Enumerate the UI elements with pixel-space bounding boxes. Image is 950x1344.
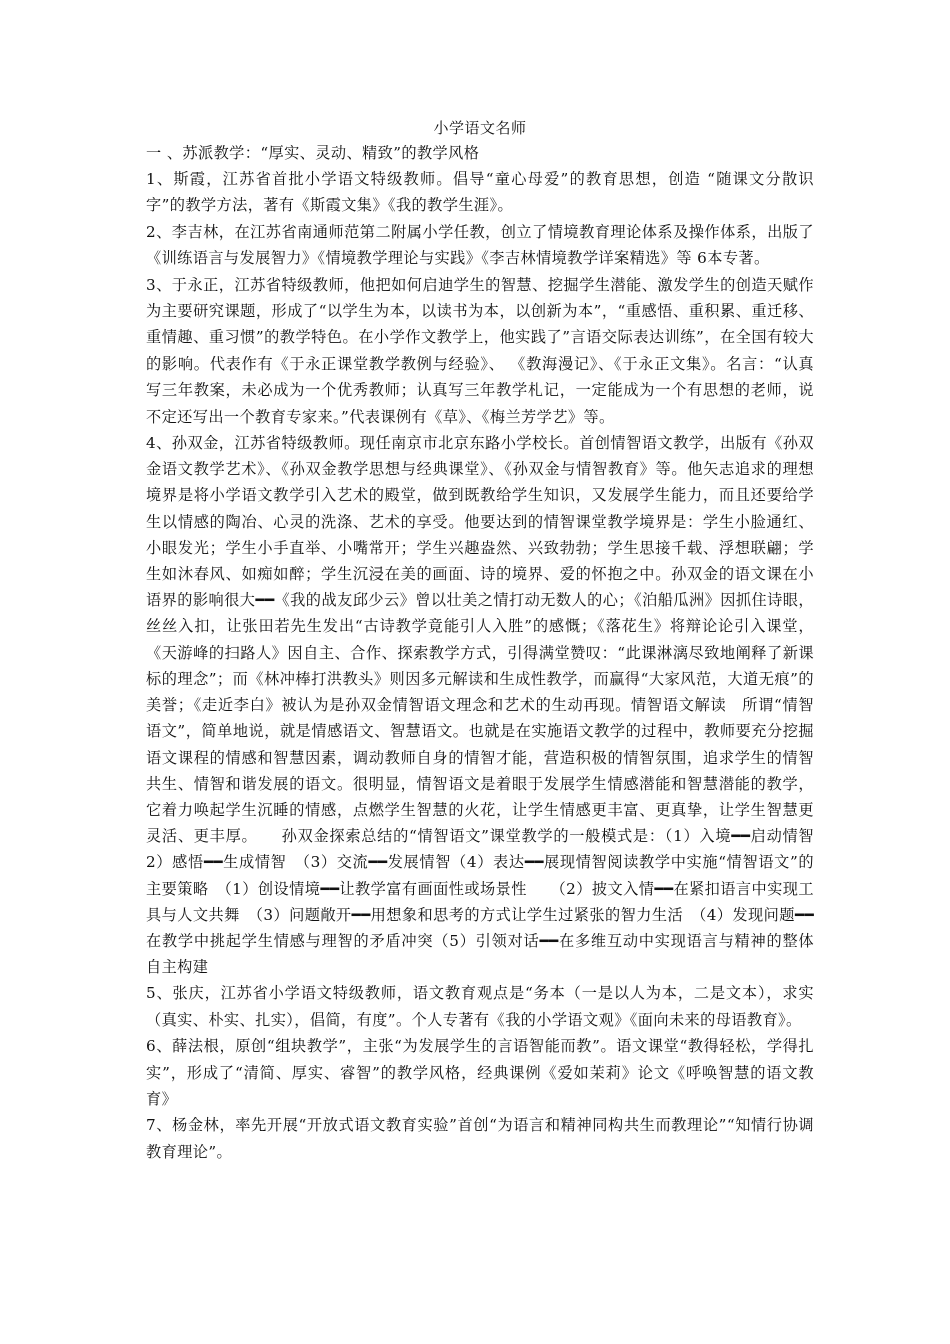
document-title: 小学语文名师: [433, 119, 527, 137]
paragraph-yang-jinlin: 7、杨金林，率先开展“开放式语文教育实验”首创“为语言和精神同构共生而教理论”“知情行协调教育理论”。: [146, 1116, 814, 1161]
section-heading: 一 、苏派教学：“厚实、灵动、精致”的教学风格: [146, 144, 480, 162]
paragraph-li-jilin: 2、李吉林，在江苏省南通师范第二附属小学任教，创立了情境教育理论体系及操作体系，出版了《训练语言与发展智力》《情境教学理论与实践》《李吉林情境教学详案精选》等 6本专著。: [146, 222, 814, 268]
paragraph-yu-yongzheng: 3、于永正，江苏省特级教师，他把如何启迪学生的智慧、挖掘学生潜能、激发学生的创造天赋作为主要研究课题，形成了“以学生为本，以读书为本，以创新为本”，“重感悟、重积累、重迁移、重情趣、重习惯”的教学特色。在小学作文教学上，他实践了”言语交际表达训练”，在全国有较大的影响。代表作有《于永正课堂教学教例与经验》、 《教海漫记》、《于永正文集》。名言：“认真写三年教案，未必成为一个优秀教师；认真写三年教学札记，一定能成为一个有思想的老师，说不定还写出一个教育专家来。”代表课例有《草》、《梅兰芳学艺》等。: [146, 275, 814, 426]
paragraph-si-xia: 1、斯霞，江苏省首批小学语文特级教师。倡导“童心母爱”的教育思想，创造 “随课文分散识字”的教学方法，著有《斯霞文集》《我的教学生涯》。: [146, 170, 814, 215]
document-page: [146, 115, 830, 1165]
paragraph-sun-shuangjin: 4、孙双金，江苏省特级教师。现任南京市北京东路小学校长。首创情智语文教学，出版有《孙双金语文教学艺术》、《孙双金教学思想与经典课堂》、《孙双金与情智教育》等。他矢志追求的理想境界是将小学语文教学引入艺术的殿堂，做到既教给学生知识，又发展学生能力，而且还要给学生以情感的陶冶、心灵的洗涤、艺术的享受。他要达到的情智课堂教学境界是：学生小脸通红、小眼发光；学生小手直举、小嘴常开；学生兴趣盎然、兴致勃勃；学生思接千载、浮想联翩；学生如沐春风、如痴如醉；学生沉浸在美的画面、诗的境界、爱的怀抱之中。孙双金的语文课在小语界的影响很大━━《我的战友邱少云》曾以壮美之情打动无数人的心；《泊船瓜洲》因抓住诗眼，丝丝入扣，让张田若先生发出“古诗教学竟能引人入胜”的感慨；《落花生》将辩论论引入课堂，《天游峰的扫路人》因自主、合作、探索教学方式，引得满堂赞叹：“此课淋漓尽致地阐释了新课标的理念”；而《林冲棒打洪教头》则因多元解读和生成性教学，而赢得“大家风范，大道无痕”的美誉；《走近李白》被认为是孙双金情智语文理念和艺术的生动再现。情智语文解读 所谓“情智语文”，简单地说，就是情感语文、智慧语文。也就是在实施语文教学的过程中，教师要充分挖掘语文课程的情感和智慧因素，调动教师自身的情智才能，营造积极的情智氛围，追求学生的情智共生、情智和谐发展的语文。很明显，情智语文是着眼于发展学生情感潜能和智慧潜能的教学，它着力唤起学生沉睡的情感，点燃学生智慧的火花，让学生情感更丰富、更真挚，让学生智慧更灵活、更丰厚。 孙双金探索总结的“情智语文”课堂教学的一般模式是：（1）入境━━启动情智 2）感悟━━生成情智 （3）交流━━发展情智（4）表达━━展现情智阅读教学中实施“情智语文”的主要策略 （1）创设情境━━让教学富有画面性或场景性 （2）披文入情━━在紧扣语言中实现工具与人文共舞 （3）问题敞开━━用想象和思考的方式让学生过紧张的智力生活 （4）发现问题━━在教学中挑起学生情感与理智的矛盾冲突（5）引领对话━━在多维互动中实现语言与精神的整体自主构建: [146, 434, 830, 977]
paragraph-xue-fagen: 6、薛法根，原创“组块教学”，主张“为发展学生的言语智能而教”。语文课堂“教得轻松，学得扎实”，形成了“清简、厚实、睿智”的教学风格，经典课例《爱如茉莉》论文《呼唤智慧的语文教育》: [146, 1037, 814, 1108]
paragraph-zhang-qing: 5、张庆，江苏省小学语文特级教师，语文教育观点是“务本（一是以人为本，二是文本），求实（真实、朴实、扎实），倡简，有度”。个人专著有《我的小学语文观》《面向未来的母语教育》。: [146, 984, 814, 1029]
